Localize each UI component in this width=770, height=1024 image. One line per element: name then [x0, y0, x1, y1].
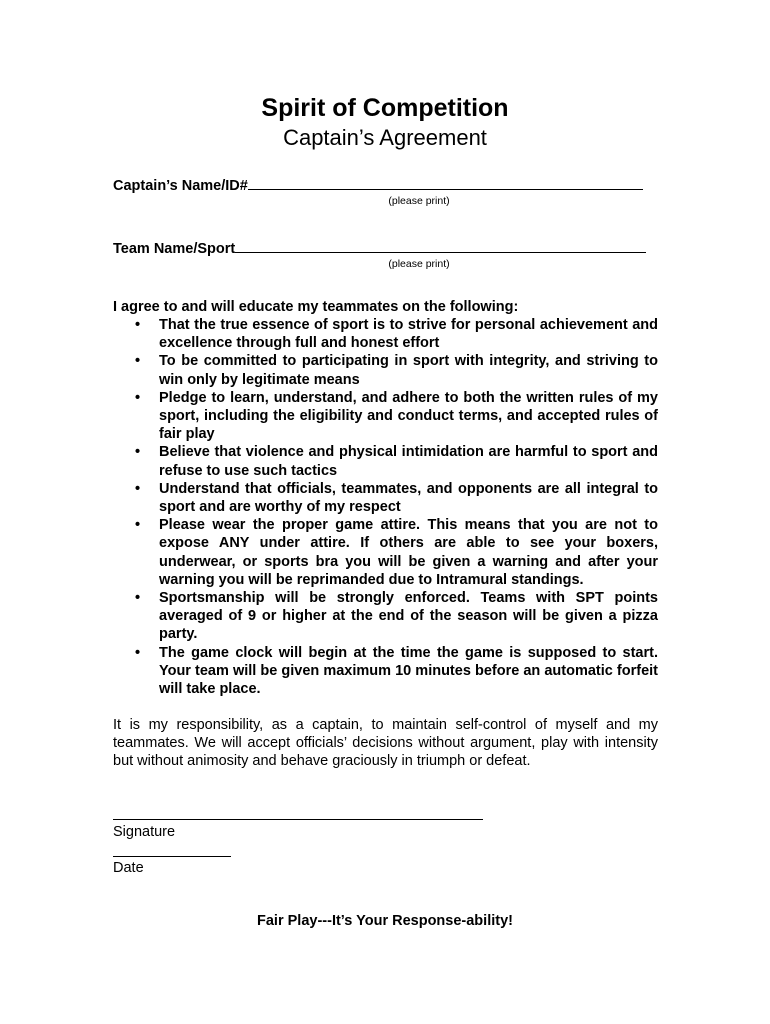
bullet-icon: • [135, 480, 141, 497]
captain-name-field [113, 177, 643, 195]
team-name-field [113, 240, 646, 258]
bullet-icon: • [135, 590, 141, 607]
agreement-list [113, 316, 658, 698]
team-name-hint: (please print) [388, 258, 450, 270]
agreement-item [113, 480, 658, 516]
agreement-intro: I agree to and will educate my teammates on the following: [113, 299, 519, 315]
agreement-item [113, 389, 658, 444]
signature-line[interactable] [113, 819, 483, 820]
team-name-label: Team Name/Sport [113, 241, 236, 257]
agreement-item [113, 516, 658, 589]
agreement-item-text: Sportsmanship will be strongly enforced. Teams with SPT points averaged of 9 or higher at the end of the season will be given a pizza party. [159, 590, 658, 643]
agreement-item-text: That the true essence of sport is to strive for personal achievement and excellence through full and honest effort [159, 317, 658, 352]
bullet-icon: • [135, 389, 141, 406]
document-subtitle: Captain’s Agreement [283, 125, 487, 150]
agreement-item [113, 352, 658, 388]
date-label: Date [113, 860, 144, 876]
agreement-item-text: To be committed to participating in sport with integrity, and striving to win only by legitimate means [159, 353, 658, 388]
bullet-icon: • [135, 644, 141, 661]
document-title: Spirit of Competition [261, 94, 509, 122]
agreement-item-text: Understand that officials, teammates, and opponents are all integral to sport and are worthy of my respect [159, 480, 658, 516]
captain-name-label: Captain’s Name/ID# [113, 178, 248, 194]
bullet-icon: • [135, 353, 141, 370]
agreement-item-text: Believe that violence and physical intimidation are harmful to sport and refuse to use such tactics [159, 444, 658, 479]
agreement-item [113, 589, 658, 644]
agreement-item [113, 316, 658, 352]
agreement-item [113, 644, 658, 699]
captain-name-input-line[interactable] [248, 177, 643, 190]
team-name-input-line[interactable] [235, 240, 646, 253]
agreement-item-text: The game clock will begin at the time the game is supposed to start. Your team will be given maximum 10 minutes before an automatic forfeit will take place. [159, 644, 658, 698]
agreement-item-text: Please wear the proper game attire. This means that you are not to expose ANY under attire. If others are able to see your boxers, underwear, or sports bra you will be given a warning and after your warning you will be reprimanded due to Intramural standings. [159, 517, 658, 588]
bullet-icon: • [135, 317, 141, 333]
bullet-icon: • [135, 444, 141, 461]
bullet-icon: • [135, 517, 141, 534]
signature-label: Signature [113, 824, 176, 840]
agreement-item [113, 443, 658, 479]
responsibility-paragraph: It is my responsibility, as a captain, to maintain self-control of myself and my teammates. We will accept officials’ decisions without argument, play with intensity but without animosity and behave graciously in triumph or defeat. [113, 717, 658, 769]
captain-name-hint: (please print) [388, 195, 450, 207]
date-line[interactable] [113, 856, 231, 857]
agreement-item-text: Pledge to learn, understand, and adhere to both the written rules of my sport, including the eligibility and conduct terms, and accepted rules of fair play [159, 389, 658, 443]
footer-slogan: Fair Play---It’s Your Response-ability! [257, 913, 513, 929]
